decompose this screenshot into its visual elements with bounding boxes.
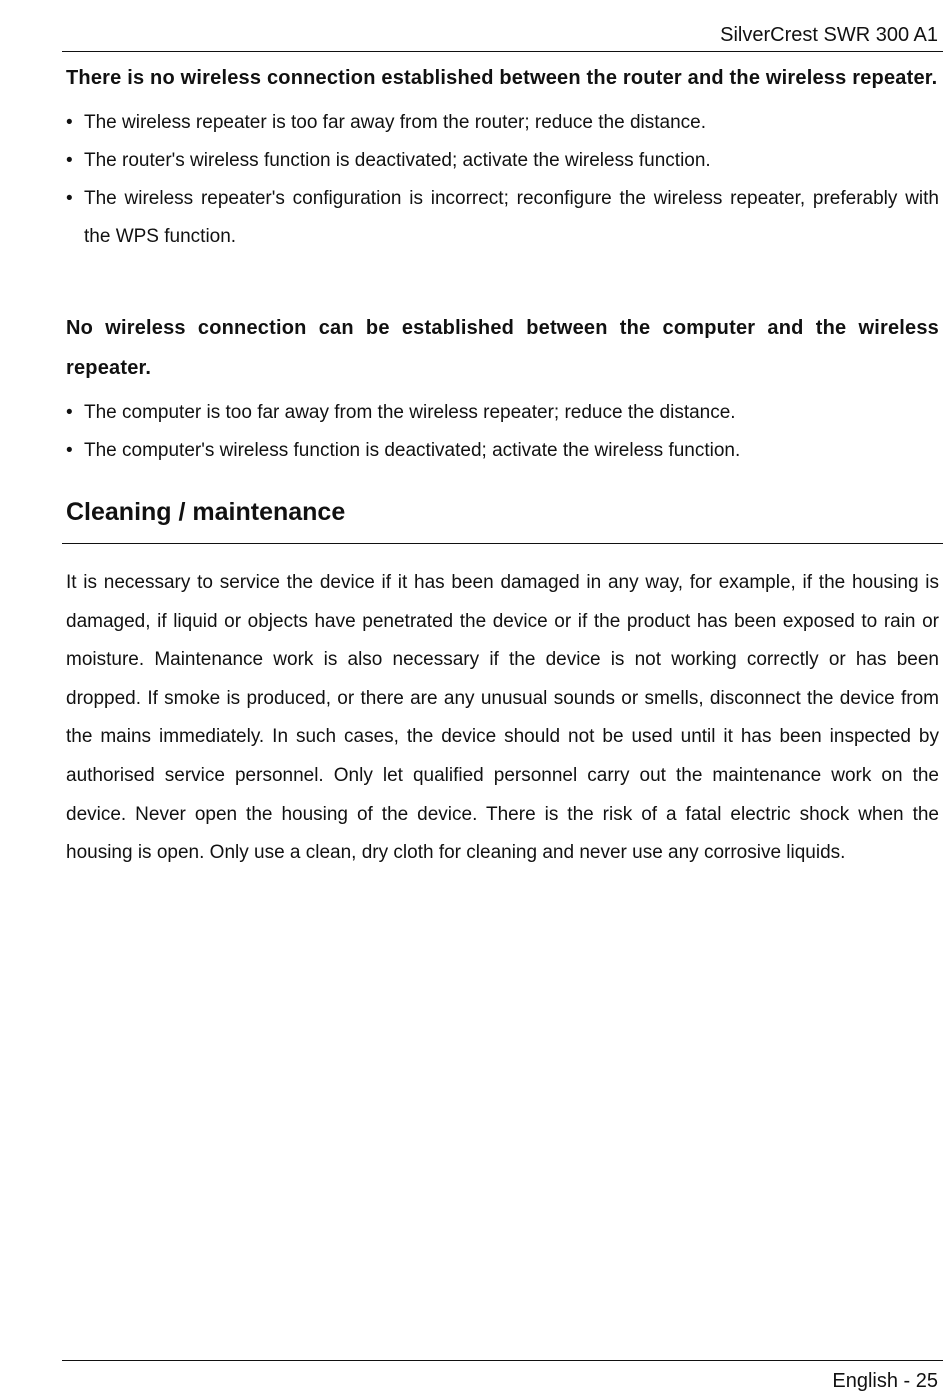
- list-item: • The computer's wireless function is deactivated; activate the wireless function.: [66, 432, 939, 470]
- list-item: • The router's wireless function is deactivated; activate the wireless function.: [66, 142, 939, 180]
- bullet-icon: •: [66, 112, 73, 133]
- page-number: English - 25: [832, 1370, 938, 1392]
- list-item: • The computer is too far away from the wireless repeater; reduce the distance.: [66, 394, 939, 432]
- cleaning-heading-block: [66, 496, 939, 528]
- cleaning-maintenance-heading: Cleaning / maintenance: [66, 498, 346, 526]
- footer-divider: [62, 1360, 943, 1361]
- troubleshooting-router-section: [66, 58, 939, 256]
- bullet-icon: •: [66, 402, 73, 423]
- router-connection-subheading: There is no wireless connection established between the router and the wireless repeater.: [66, 67, 938, 89]
- bullet-icon: •: [66, 188, 73, 209]
- header-divider: [62, 51, 943, 52]
- troubleshooting-computer-section: [66, 308, 939, 470]
- computer-connection-subheading: No wireless connection can be established between the computer and the wireless repeater.: [66, 317, 939, 379]
- router-connection-list: [66, 104, 939, 256]
- cleaning-body-block: [66, 564, 939, 873]
- cleaning-maintenance-paragraph: It is necessary to service the device if it has been damaged in any way, for example, if the housing is damaged, if liquid or objects have penetrated the device or if the product has been exposed to rain or moisture. Maintenance work is also necessary if the device is not working correctly or has been dropped. If smoke is produced, or there are any unusual sounds or smells, disconnect the device from the mains immediately. In such cases, the device should not be used until it has been inspected by authorised service personnel. Only let qualified personnel carry out the maintenance work on the device. Never open the housing of the device. There is the risk of a fatal electric shock when the housing is open. Only use a clean, dry cloth for cleaning and never use any corrosive liquids.: [66, 572, 939, 864]
- computer-connection-list: [66, 394, 939, 470]
- list-item: • The wireless repeater's configuration is incorrect; reconfigure the wireless repeater, preferably with the WPS function.: [66, 180, 939, 256]
- bullet-icon: •: [66, 150, 73, 171]
- page-header-product: SilverCrest SWR 300 A1: [720, 24, 938, 46]
- bullet-icon: •: [66, 440, 73, 461]
- list-item: • The wireless repeater is too far away from the router; reduce the distance.: [66, 104, 939, 142]
- section-divider: [62, 543, 943, 544]
